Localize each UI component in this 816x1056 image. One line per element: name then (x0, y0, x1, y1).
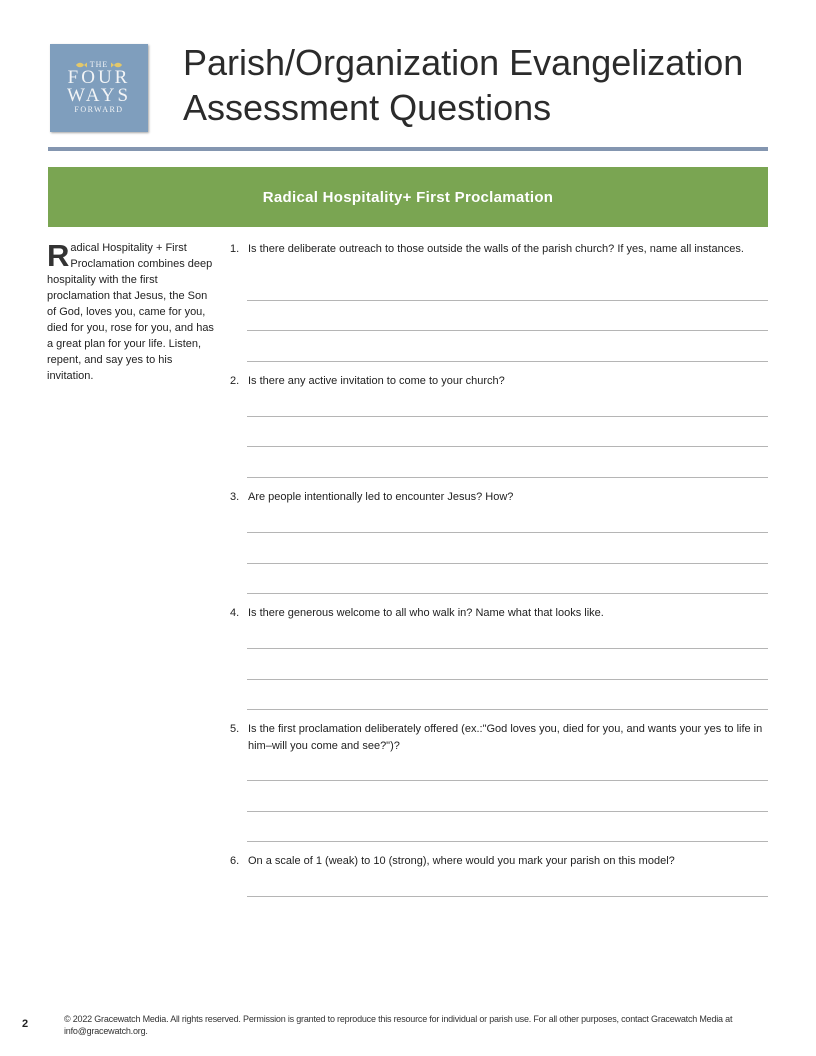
logo-ways: WAYS (66, 85, 132, 106)
answer-line[interactable] (247, 532, 768, 533)
page-number: 2 (22, 1018, 29, 1030)
question-text: Is there deliberate outreach to those outside the walls of the parish church? If yes, name all instances. (248, 243, 744, 255)
title-line-2: Assessment Questions (183, 87, 552, 128)
answer-line[interactable] (247, 300, 768, 301)
copyright-notice: © 2022 Gracewatch Media. All rights reserved. Permission is granted to reproduce this resource for individual or parish use. For all other purposes, contact Gracewatch Media at info@gracewatch.org. (64, 1014, 733, 1036)
question-1 (230, 241, 768, 258)
question-4 (230, 605, 768, 622)
answer-line[interactable] (247, 477, 768, 478)
answer-line[interactable] (247, 416, 768, 417)
question-text: Is there any active invitation to come to your church? (248, 375, 505, 387)
answer-line[interactable] (247, 330, 768, 331)
question-6 (230, 853, 768, 870)
four-ways-forward-logo (50, 44, 148, 132)
drop-cap: R (47, 238, 70, 273)
section-banner (48, 167, 768, 227)
question-text: Is the first proclamation deliberately offered (ex.:"God loves you, died for you, and wants your yes to life in him–will you come and see?")? (248, 723, 763, 752)
question-number: 2. (230, 375, 240, 387)
logo-the: THE (89, 60, 109, 69)
question-3 (230, 489, 768, 506)
question-text: Is there generous welcome to all who walk in? Name what that looks like. (248, 607, 604, 619)
section-description-text: adical Hospitality + First Proclamation combines deep hospitality with the first proclamation that Jesus, the Son of God, loves you, came for you, died for you, rose for you, and has a great plan for your life. Listen, repent, and say yes to his invitation. (47, 242, 214, 382)
question-number: 5. (230, 723, 240, 735)
title-line-1: Parish/Organization Evangelization (183, 42, 744, 83)
question-text: Are people intentionally led to encounter Jesus? How? (248, 491, 514, 503)
answer-line[interactable] (247, 841, 768, 842)
question-number: 3. (230, 491, 240, 503)
question-2 (230, 373, 768, 390)
logo-forward: FORWARD (74, 105, 124, 114)
answer-line[interactable] (247, 780, 768, 781)
answer-line[interactable] (247, 896, 768, 897)
answer-line[interactable] (247, 563, 768, 564)
answer-line[interactable] (247, 648, 768, 649)
answer-line[interactable] (247, 679, 768, 680)
question-5 (230, 721, 768, 755)
section-description (47, 240, 217, 384)
section-banner-title: Radical Hospitality+ First Proclamation (262, 188, 554, 206)
question-text: On a scale of 1 (weak) to 10 (strong), where would you mark your parish on this model? (248, 855, 675, 867)
header-divider (48, 147, 768, 151)
question-number: 1. (230, 243, 240, 255)
answer-line[interactable] (247, 593, 768, 594)
question-number: 6. (230, 855, 240, 867)
answer-line[interactable] (247, 361, 768, 362)
question-number: 4. (230, 607, 240, 619)
page-title (183, 40, 793, 130)
answer-line[interactable] (247, 709, 768, 710)
answer-line[interactable] (247, 811, 768, 812)
logo-four: FOUR (67, 67, 131, 88)
answer-line[interactable] (247, 446, 768, 447)
